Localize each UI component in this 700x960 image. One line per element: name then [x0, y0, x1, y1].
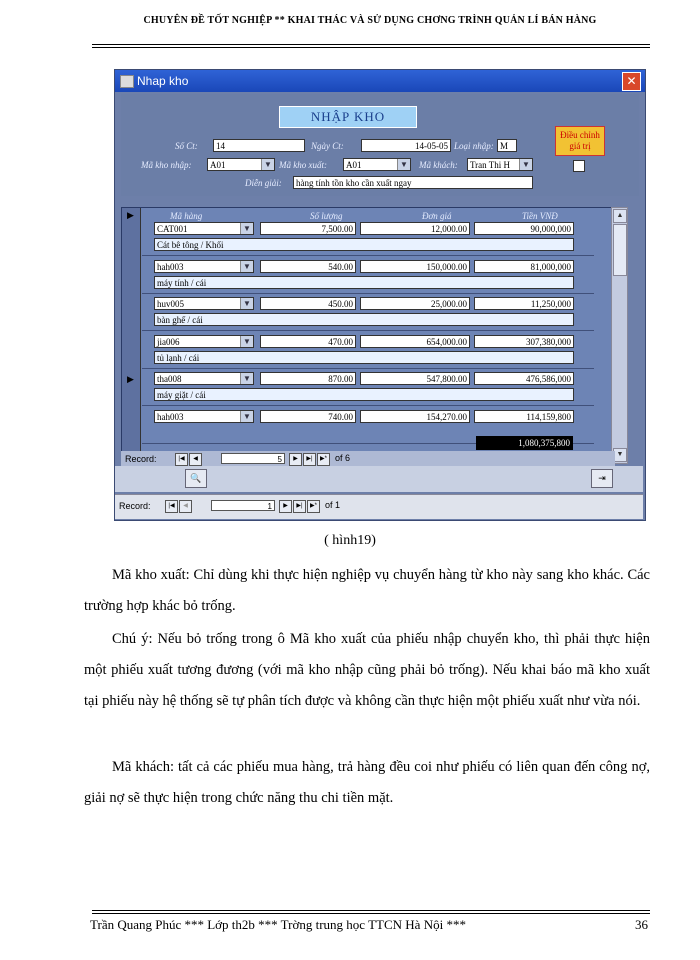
detail-subform: [121, 207, 617, 464]
item-code: hah003: [157, 261, 184, 272]
ma-kho-nhap-combo[interactable]: [207, 158, 275, 171]
ma-khach-combo[interactable]: [467, 158, 533, 171]
amount-field[interactable]: 476,586,000: [474, 372, 574, 385]
ma-kho-xuat-value: A01: [346, 160, 362, 170]
amount-field[interactable]: 307,380,000: [474, 335, 574, 348]
quantity-field[interactable]: 740.00: [260, 410, 356, 423]
dien-giai-field[interactable]: hàng tính tồn kho cần xuất ngay: [293, 176, 533, 189]
quantity-field[interactable]: 470.00: [260, 335, 356, 348]
chevron-down-icon[interactable]: ▼: [397, 159, 410, 170]
title-bar: [115, 70, 645, 92]
amount-field[interactable]: 11,250,000: [474, 297, 574, 310]
column-header-don-gia: Đơn giá: [422, 211, 452, 221]
row-divider: [142, 255, 594, 256]
chevron-down-icon[interactable]: ▼: [240, 298, 253, 309]
quantity-field[interactable]: 7,500.00: [260, 222, 356, 235]
close-button[interactable]: ✕: [622, 72, 641, 91]
scroll-down-icon[interactable]: ▼: [613, 448, 627, 462]
item-description: bàn ghế / cái: [154, 313, 574, 326]
item-code: jia006: [157, 336, 180, 347]
vertical-scrollbar[interactable]: [611, 207, 628, 464]
footer-rule-2: [92, 913, 650, 914]
row-divider: [142, 405, 594, 406]
row-divider: [142, 330, 594, 331]
loai-nhap-field[interactable]: M: [497, 139, 517, 152]
ma-kho-xuat-combo[interactable]: [343, 158, 411, 171]
form-title: NHẬP KHO: [279, 106, 417, 128]
app-icon: [120, 75, 134, 88]
next-record-icon[interactable]: ▶: [279, 500, 292, 513]
row-divider: [142, 293, 594, 294]
item-description: tủ lạnh / cái: [154, 351, 574, 364]
item-code: hah003: [157, 411, 184, 422]
scroll-thumb[interactable]: [613, 224, 627, 276]
form-footer: [115, 466, 643, 492]
quantity-field[interactable]: 870.00: [260, 372, 356, 385]
item-code-combo[interactable]: [154, 335, 254, 348]
preview-report-icon[interactable]: 🔍: [185, 469, 207, 488]
unit-price-field[interactable]: 150,000.00: [360, 260, 470, 273]
column-header-tien-vnd: Tiền VNĐ: [522, 211, 558, 221]
current-record-arrow-icon: ▶: [127, 210, 134, 220]
subform-record-number[interactable]: 5: [221, 453, 285, 464]
column-header-so-luong: Số lượng: [310, 211, 343, 221]
unit-price-field[interactable]: 12,000.00: [360, 222, 470, 235]
form-header: [121, 94, 639, 196]
item-description: Cát bê tông / Khối: [154, 238, 574, 251]
amount-field[interactable]: 81,000,000: [474, 260, 574, 273]
item-code: tha008: [157, 374, 182, 384]
first-record-icon[interactable]: |◀: [175, 453, 188, 466]
new-record-nav-icon[interactable]: ▶*: [307, 500, 320, 513]
figure-caption: ( hình19): [324, 533, 376, 548]
current-row-arrow-icon: ▶: [127, 374, 134, 384]
chevron-down-icon[interactable]: ▼: [519, 159, 532, 170]
adjust-value-button[interactable]: Điều chỉnh giá trị: [555, 126, 605, 156]
item-description: máy giặt / cái: [154, 388, 574, 401]
item-code: CAT001: [157, 224, 188, 234]
previous-record-icon[interactable]: ◀: [189, 453, 202, 466]
quantity-field[interactable]: 450.00: [260, 297, 356, 310]
ngay-ct-label: Ngày Ct:: [311, 141, 344, 151]
scroll-up-icon[interactable]: ▲: [613, 209, 627, 223]
item-code-combo[interactable]: [154, 410, 254, 423]
page-header: CHUYÊN ĐỀ TỐT NGHIỆP ** KHAI THÁC VÀ SỬ DỤNG CHƠNG TRÌNH QUẢN LÍ BÁN HÀNG: [143, 15, 597, 26]
chevron-down-icon[interactable]: ▼: [240, 223, 253, 234]
previous-record-icon[interactable]: ◀: [179, 500, 192, 513]
last-record-icon[interactable]: ▶|: [293, 500, 306, 513]
unit-price-field[interactable]: 654,000.00: [360, 335, 470, 348]
chevron-down-icon[interactable]: ▼: [261, 159, 274, 170]
ma-kho-xuat-label: Mã kho xuất:: [279, 160, 327, 170]
chevron-down-icon[interactable]: ▼: [240, 336, 253, 347]
page-footer: [90, 917, 650, 933]
unit-price-field[interactable]: 547,800.00: [360, 372, 470, 385]
main-record-navigator: [115, 494, 643, 519]
unit-price-field[interactable]: 25,000.00: [360, 297, 470, 310]
chevron-down-icon[interactable]: ▼: [240, 373, 253, 384]
main-record-count: of 1: [325, 500, 341, 510]
item-code-combo[interactable]: [154, 372, 254, 385]
dien-giai-label: Diễn giải:: [245, 178, 282, 188]
ma-kho-nhap-value: A01: [210, 160, 226, 170]
item-code-combo[interactable]: [154, 260, 254, 273]
exit-door-icon[interactable]: ⇥: [591, 469, 613, 488]
new-record-nav-icon[interactable]: ▶*: [317, 453, 330, 466]
first-record-icon[interactable]: |◀: [165, 500, 178, 513]
main-record-label: Record:: [119, 501, 151, 511]
footer-rule: [92, 910, 650, 911]
subform-record-count: of 6: [335, 453, 351, 463]
header-rule: [92, 44, 650, 45]
so-ct-field[interactable]: 14: [213, 139, 305, 152]
paragraph-ma-khach: Mã khách: tất cả các phiếu mua hàng, trả hàng đều coi như phiếu có liên quan đến công nợ, giải nợ sẽ thực hiện trong chức năng thu chi tiền mặt.: [84, 759, 650, 806]
total-amount: 1,080,375,800: [476, 436, 573, 450]
subform-record-label: Record:: [125, 454, 157, 464]
ngay-ct-field[interactable]: 14-05-05: [361, 139, 451, 152]
ma-khach-label: Mã khách:: [419, 160, 458, 170]
chevron-down-icon[interactable]: ▼: [240, 411, 253, 422]
item-code-combo[interactable]: [154, 222, 254, 235]
paragraph-ma-kho-xuat: Mã kho xuất: Chỉ dùng khi thực hiện nghiệp vụ chuyển hàng từ kho này sang kho khác. Các trường hợp khác bỏ trống.: [84, 567, 650, 614]
ma-kho-nhap-label: Mã kho nhập:: [141, 160, 192, 170]
main-record-number[interactable]: 1: [211, 500, 275, 511]
column-header-ma-hang: Mã hàng: [170, 211, 203, 221]
unit-price-field[interactable]: 154,270.00: [360, 410, 470, 423]
chevron-down-icon[interactable]: ▼: [240, 261, 253, 272]
paragraph-chu-y: Chú ý: Nếu bỏ trống trong ô Mã kho xuất của phiếu nhập chuyển kho, thì phải thực hiện một phiếu xuất tương đương (với mã kho nhập cũng phải bỏ trống). Nếu khai báo mã kho xuất tại phiếu này hệ thống sẽ tự phân tích được và không cần thực hiện một phiếu xuất như vừa nói.: [84, 631, 650, 709]
page-number: 36: [635, 917, 648, 932]
quantity-field[interactable]: 540.00: [260, 260, 356, 273]
item-code-combo[interactable]: [154, 297, 254, 310]
item-code: huv005: [157, 299, 184, 309]
amount-field[interactable]: 114,159,800: [474, 410, 574, 423]
so-ct-label: Số Ct:: [175, 141, 198, 151]
row-divider: [142, 368, 594, 369]
record-selector-column[interactable]: [122, 208, 141, 463]
adjust-checkbox[interactable]: [573, 160, 585, 172]
next-record-icon[interactable]: ▶: [289, 453, 302, 466]
amount-field[interactable]: 90,000,000: [474, 222, 574, 235]
nhap-kho-window: [114, 69, 646, 521]
loai-nhap-label: Loại nhập:: [454, 141, 494, 151]
ma-khach-value: Tran Thi H: [470, 160, 511, 170]
last-record-icon[interactable]: ▶|: [303, 453, 316, 466]
header-rule-2: [92, 47, 650, 48]
window-title: Nhap kho: [137, 74, 189, 88]
item-description: máy tính / cái: [154, 276, 574, 289]
footer-text: Trần Quang Phúc *** Lớp th2b *** Trờng trung học TTCN Hà Nội ***: [90, 917, 466, 932]
